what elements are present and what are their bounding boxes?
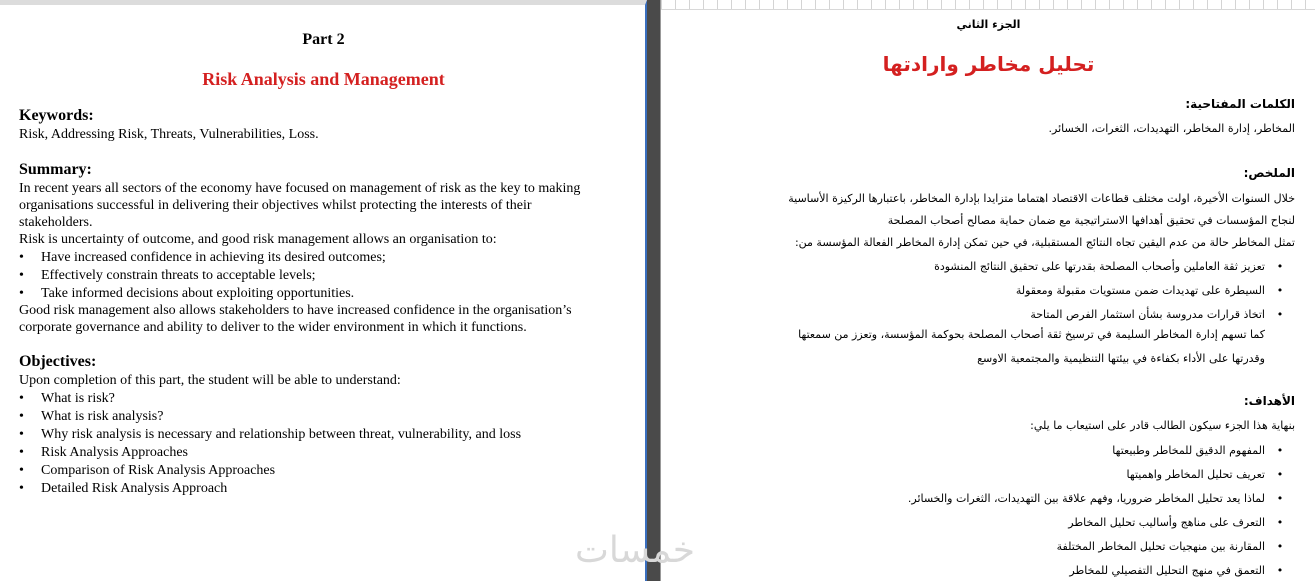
english-document-page: [0, 0, 647, 581]
objective-bullet: • What is risk?: [19, 391, 115, 406]
summary-line-ar: تمثل المخاطر حالة من عدم اليقين تجاه النتائج المستقبلية، في حين تمكن إدارة المخاطر الفعالة المؤسسة من:: [794, 236, 1295, 249]
objectives-intro-ar: بنهاية هذا الجزء سيكون الطالب قادر على استيعاب ما يلي:: [1030, 419, 1295, 432]
objective-bullet: • Detailed Risk Analysis Approach: [19, 481, 228, 496]
summary-bullet-ar: •السيطرة على تهديدات ضمن مستويات مقبولة ومعقولة: [1016, 281, 1295, 301]
objectives-intro: Upon completion of this part, the student will be able to understand:: [19, 373, 401, 388]
summary-line: Risk is uncertainty of outcome, and good risk management allows an organisation to:: [19, 232, 497, 247]
bullet-icon: •: [1276, 564, 1284, 577]
objective-bullet: • Risk Analysis Approaches: [19, 445, 188, 460]
document-title-ar: تحليل مخاطر وارادتها: [882, 52, 1095, 76]
objective-bullet-ar: •المقارنة بين منهجيات تحليل المخاطر المختلفة: [1057, 537, 1295, 557]
ruler-divider: [661, 9, 1315, 10]
objectives-heading: Objectives:: [19, 353, 97, 370]
part-heading: Part 2: [302, 31, 345, 48]
summary-bullet: • Have increased confidence in achieving its desired outcomes;: [19, 250, 386, 265]
document-title: Risk Analysis and Management: [202, 69, 445, 89]
objective-bullet-ar: •لماذا يعد تحليل المخاطر ضروريا، وفهم علاقة بين التهديدات، الثغرات والخسائر.: [908, 489, 1295, 509]
summary-after-line-ar: وقدرتها على الأداء بكفاءة في بيئتها التنظيمية والمجتمعية الاوسع: [977, 352, 1265, 365]
bullet-icon: •: [19, 250, 24, 265]
objective-bullet-ar: •المفهوم الدقيق للمخاطر وطبيعتها: [1112, 441, 1295, 461]
bullet-icon: •: [1276, 308, 1284, 321]
summary-heading-ar: الملخص:: [1243, 166, 1295, 180]
objective-bullet: • Why risk analysis is necessary and relationship between threat, vulnerability, and loss: [19, 427, 522, 442]
page-separator: [647, 0, 660, 581]
keywords-text-ar: المخاطر، إدارة المخاطر، التهديدات، الثغرات، الخسائر.: [1048, 122, 1295, 135]
bullet-icon: •: [1276, 492, 1284, 505]
objectives-heading-ar: الأهداف:: [1243, 394, 1295, 408]
bullet-icon: •: [1276, 516, 1284, 529]
bullet-icon: •: [19, 445, 24, 460]
summary-after-line: Good risk management also allows stakeholders to have increased confidence in the organisation’s: [19, 303, 572, 318]
summary-line-ar: خلال السنوات الأخيرة، اولت مختلف قطاعات الاقتصاد اهتماما متزايدا بإدارة المخاطر، باعتبارها الركيزة الأساسية: [788, 192, 1295, 205]
summary-line-ar: لنجاح المؤسسات في تحقيق أهدافها الاستراتيجية مع ضمان حماية مصالح أصحاب المصلحة: [887, 214, 1295, 227]
summary-bullet: • Take informed decisions about exploiting opportunities.: [19, 286, 355, 301]
summary-bullet-ar: •تعزيز ثقة العاملين وأصحاب المصلحة بقدرتها على تحقيق النتائج المنشودة: [934, 257, 1295, 277]
bullet-icon: •: [1276, 260, 1284, 273]
arabic-document-page: [660, 0, 1315, 581]
objective-bullet-ar: •تعريف تحليل المخاطر واهميتها: [1127, 465, 1295, 485]
watermark-logo: خمسات: [575, 530, 696, 571]
summary-bullet: • Effectively constrain threats to acceptable levels;: [19, 268, 316, 283]
summary-bullet-ar: •اتخاذ قرارات مدروسة بشأن استثمار الفرص المتاحة: [1030, 305, 1295, 325]
keywords-text: Risk, Addressing Risk, Threats, Vulnerabilities, Loss.: [19, 127, 319, 142]
summary-after-line: corporate governance and ability to deliver to the wider environment in which it functions.: [19, 320, 527, 335]
summary-line: In recent years all sectors of the economy have focused on management of risk as the key to making: [19, 181, 581, 196]
summary-after-line-ar: كما تسهم إدارة المخاطر السليمة في ترسيخ ثقة أصحاب المصلحة بحوكمة المؤسسة، وتعزز من سمعتها: [798, 328, 1265, 341]
bullet-icon: •: [1276, 444, 1284, 457]
bullet-icon: •: [1276, 284, 1284, 297]
bullet-icon: •: [19, 427, 24, 442]
objective-bullet: • Comparison of Risk Analysis Approaches: [19, 463, 276, 478]
bullet-icon: •: [19, 481, 24, 496]
ruler[interactable]: [661, 0, 1315, 9]
keywords-heading-ar: الكلمات المفتاحية:: [1185, 97, 1295, 111]
bullet-icon: •: [19, 391, 24, 406]
summary-line: stakeholders.: [19, 215, 93, 230]
objective-bullet-ar: •التعرف على مناهج وأساليب تحليل المخاطر: [1068, 513, 1295, 533]
bullet-icon: •: [19, 286, 24, 301]
bullet-icon: •: [1276, 468, 1284, 481]
bullet-icon: •: [19, 268, 24, 283]
bullet-icon: •: [19, 409, 24, 424]
objective-bullet: • What is risk analysis?: [19, 409, 164, 424]
bullet-icon: •: [1276, 540, 1284, 553]
keywords-heading: Keywords:: [19, 107, 94, 124]
summary-line: organisations successful in delivering their objectives whilst protecting the interests of their: [19, 198, 532, 213]
objective-bullet-ar: •التعمق في منهج التحليل التفصيلي للمخاطر: [1069, 561, 1295, 581]
bullet-icon: •: [19, 463, 24, 478]
summary-heading: Summary:: [19, 161, 92, 178]
part-heading-ar: الجزء الثاني: [956, 18, 1021, 31]
